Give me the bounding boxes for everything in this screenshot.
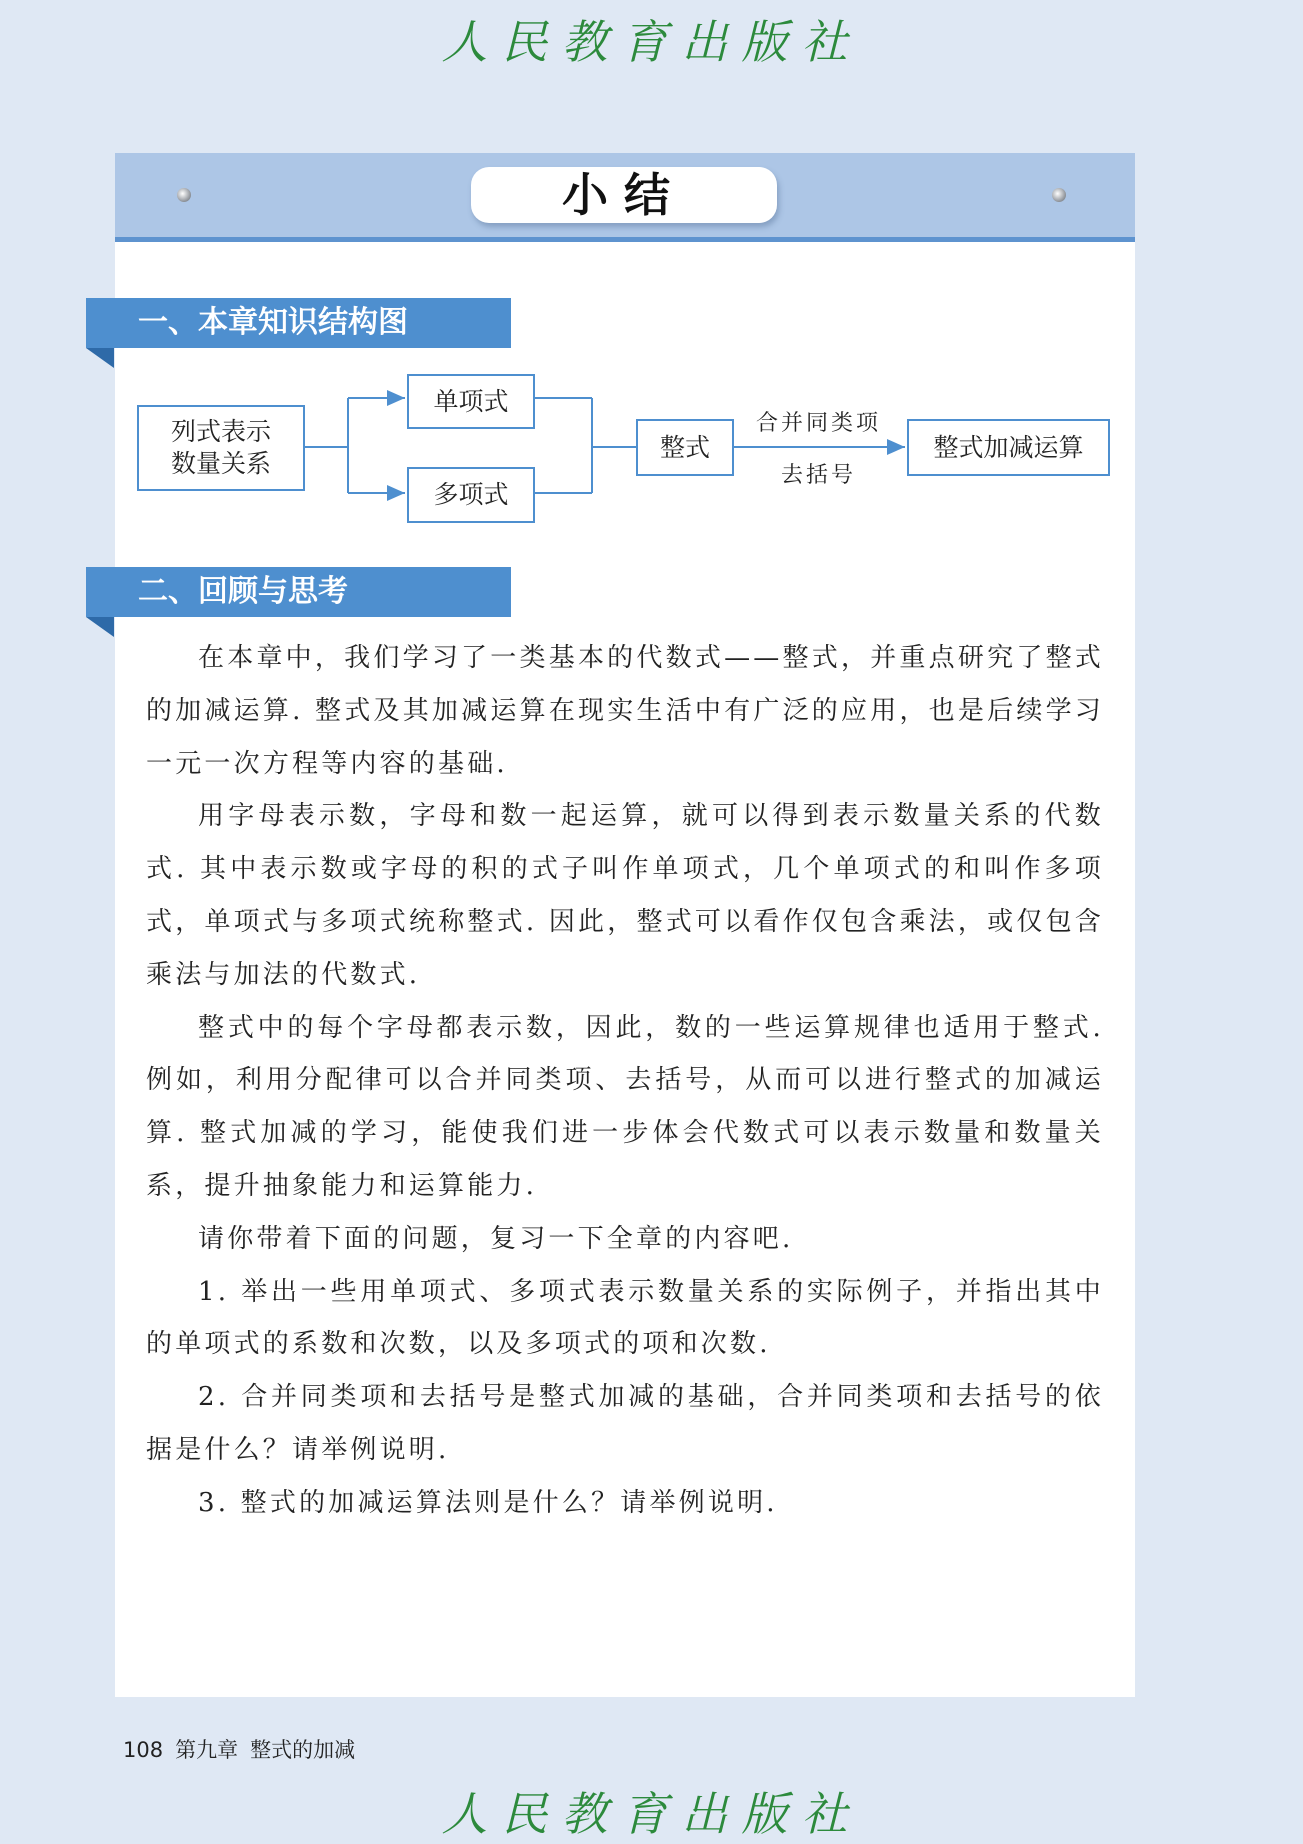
binder-hole-left — [177, 188, 191, 202]
label-combine-like-terms: 合并同类项 — [756, 411, 882, 436]
box-express-quantity-line2: 数量关系 — [170, 449, 271, 478]
box-polynomial: 多项式 — [407, 467, 535, 523]
paragraph: 请你带着下面的问题，复习一下全章的内容吧. — [198, 1223, 794, 1254]
section-heading-structure: 一、本章知识结构图 — [86, 298, 511, 348]
publisher-logo-top: 人民教育出版社 — [441, 15, 862, 69]
paragraph: 整式中的每个字母都表示数，因此，数的一些运算规律也适用于整式. 例如，利用分配律可以合并同类项、去括号，从而可以进行整式的加减运算. 整式加减的学习，能使我们进一步体会代数式可以表示数量和数量关系，提升抽象能力和运算能力. — [146, 1012, 1104, 1201]
title-band — [115, 153, 1135, 242]
box-integral-expression: 整式 — [636, 419, 734, 476]
chapter-title: 整式的加减 — [250, 1738, 356, 1762]
box-express-quantity — [137, 405, 305, 491]
question-item: 3. 整式的加减运算法则是什么？请举例说明. — [198, 1487, 778, 1518]
publisher-logo-bottom: 人民教育出版社 — [441, 1787, 862, 1841]
question-item: 2. 合并同类项和去括号是整式加减的基础，合并同类项和去括号的依据是什么？请举例说明. — [146, 1382, 1104, 1465]
section-heading-review: 二、回顾与思考 — [86, 567, 511, 617]
page-number: 108 — [123, 1738, 164, 1762]
binder-hole-right — [1052, 188, 1066, 202]
box-monomial: 单项式 — [407, 374, 535, 429]
box-express-quantity-line1: 列式表示 — [170, 417, 271, 446]
page-footer — [123, 1734, 367, 1764]
review-text — [146, 632, 1104, 1530]
page-title: 小结 — [471, 167, 777, 223]
paragraph: 用字母表示数，字母和数一起运算，就可以得到表示数量关系的代数式. 其中表示数或字母的积的式子叫作单项式，几个单项式的和叫作多项式，单项式与多项式统称整式. 因此，整式可以看作仅包含乘法，或仅包含乘法与加法的代数式. — [146, 801, 1104, 990]
chapter-label: 第九章 — [175, 1738, 239, 1762]
box-add-subtract-operation: 整式加减运算 — [907, 419, 1110, 476]
label-remove-brackets: 去括号 — [781, 463, 857, 488]
paragraph: 在本章中，我们学习了一类基本的代数式——整式，并重点研究了整式的加减运算. 整式及其加减运算在现实生活中有广泛的应用，也是后续学习一元一次方程等内容的基础. — [146, 643, 1104, 779]
question-item: 1. 举出一些用单项式、多项式表示数量关系的实际例子，并指出其中的单项式的系数和次数，以及多项式的项和次数. — [146, 1276, 1104, 1360]
